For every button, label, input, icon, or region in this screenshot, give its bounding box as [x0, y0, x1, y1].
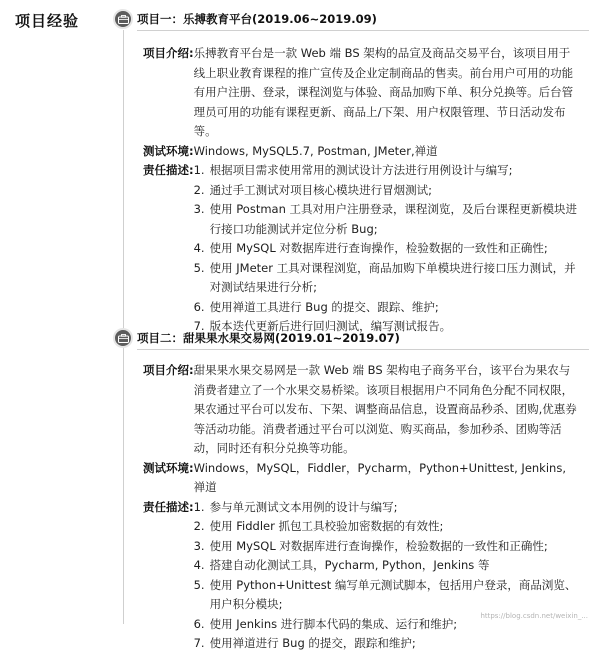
timeline-line — [123, 30, 124, 624]
list-item — [194, 259, 579, 298]
divider — [137, 30, 589, 31]
item-number: 6. — [193, 616, 205, 631]
intro-text: 甜果果水果交易网是一款 Web 端 BS 架构电子商务平台，该平台为果农与消费者建立了一个水果交易桥梁。该项目根据用户不同角色分配不同权限，果农通过平台可以发布、下架、调整商品信息，设置商品秒杀、团购,优惠券等活动功能。消费者通过平台可以浏览、购买商品，参加秒杀、团购等活动，同时还有积分兑换等功能。 — [193, 363, 577, 455]
list-item — [194, 298, 579, 318]
item-text: 根据项目需求使用常用的测试设计方法进行用例设计与编写; — [209, 163, 513, 177]
list-item — [194, 239, 579, 259]
item-text: 版本迭代更新后进行回归测试，编写测试报告。 — [209, 319, 452, 333]
item-number: 3. — [193, 538, 205, 553]
duty-row — [143, 498, 579, 654]
item-text: 使用 Python+Unittest 编写单元测试脚本，包括用户登录，商品浏览、用户积分模块; — [209, 577, 577, 611]
env-label: 测试环境: — [143, 143, 194, 158]
list-item — [194, 181, 579, 201]
item-number: 2. — [193, 182, 205, 197]
intro-label: 项目介绍: — [143, 363, 194, 377]
briefcase-icon — [113, 9, 133, 29]
list-item — [194, 200, 579, 239]
duty-list — [194, 498, 579, 654]
item-text: 搭建自动化测试工具，Pycharm, Python，Jenkins 等 — [209, 558, 490, 572]
duty-row — [143, 161, 579, 337]
list-item — [194, 634, 579, 654]
item-text: 通过手工测试对项目核心模块进行冒烟测试; — [209, 182, 432, 197]
list-item — [194, 517, 579, 537]
project-one-details — [143, 44, 579, 337]
project-two-details — [143, 361, 579, 654]
list-item — [194, 161, 579, 181]
item-text: 使用 Jenkins 进行脚本代码的集成、运行和维护; — [209, 616, 458, 631]
item-text: 使用 Fiddler 抓包工具校验加密数据的有效性; — [209, 519, 444, 533]
duty-label: 责任描述: — [143, 163, 194, 177]
item-number: 4. — [193, 558, 205, 572]
item-number: 2. — [193, 519, 205, 533]
item-text: 参与单元测试文本用例的设计与编写; — [209, 499, 398, 514]
item-text: 使用禅道进行 Bug 的提交，跟踪和维护; — [209, 636, 416, 650]
item-number: 5. — [193, 260, 205, 275]
item-number: 7. — [193, 319, 205, 333]
item-text: 使用 JMeter 工具对课程浏览，商品加购下单模块进行接口压力测试，并对测试结果进行分析; — [209, 260, 576, 294]
list-item — [194, 498, 579, 518]
env-label: 测试环境: — [143, 460, 194, 475]
item-text: 使用 MySQL 对数据库进行查询操作，检验数据的一致性和正确性; — [209, 241, 548, 255]
item-number: 1. — [193, 163, 205, 177]
intro-label: 项目介绍: — [143, 46, 194, 60]
intro-row — [143, 361, 579, 459]
env-row — [143, 142, 579, 162]
env-row — [143, 459, 579, 498]
item-number: 1. — [193, 499, 205, 514]
intro-row — [143, 44, 579, 142]
list-item — [194, 537, 579, 557]
item-text: 使用 Postman 工具对用户注册登录，课程浏览，及后台课程更新模块进行接口功能测试并定位分析 Bug; — [209, 202, 578, 236]
watermark: https://blog.csdn.net/weixin_... — [480, 612, 588, 620]
list-item — [194, 576, 579, 615]
briefcase-icon — [113, 328, 133, 348]
list-item — [194, 556, 579, 576]
env-text: Windows, MySQL5.7, Postman, JMeter,禅道 — [193, 143, 438, 158]
item-text: 使用 MySQL 对数据库进行查询操作，检验数据的一致性和正确性; — [209, 538, 548, 553]
intro-text: 乐搏教育平台是一款 Web 端 BS 架构的品宣及商品交易平台，该项目用于线上职业教育课程的推广宣传及企业定制商品的售卖。前台用户可用的功能有用户注册、登录，课程浏览与体验、商品加购下单、积分兑换等。后台管理员可用的功能有课程更新、商品上/下架、用户权限管理、节日活动发布等。 — [193, 46, 574, 138]
duty-label: 责任描述: — [143, 499, 194, 514]
project-title: 项目一：乐搏教育平台(2019.06~2019.09) — [137, 12, 377, 26]
env-text: Windows，MySQL，Fiddler，Pycharm，Python+Unittest, Jenkins, 禅道 — [193, 460, 566, 494]
item-number: 6. — [193, 299, 205, 314]
project-title: 项目二：甜果果水果交易网(2019.01~2019.07) — [137, 331, 400, 345]
section-title: 项目经验 — [15, 12, 80, 30]
divider — [137, 349, 589, 350]
item-text: 使用禅道工具进行 Bug 的提交、跟踪、维护; — [209, 299, 439, 314]
duty-list — [194, 161, 579, 337]
item-number: 4. — [193, 241, 205, 255]
item-number: 7. — [193, 636, 205, 650]
item-number: 5. — [193, 577, 205, 592]
item-number: 3. — [193, 202, 205, 216]
